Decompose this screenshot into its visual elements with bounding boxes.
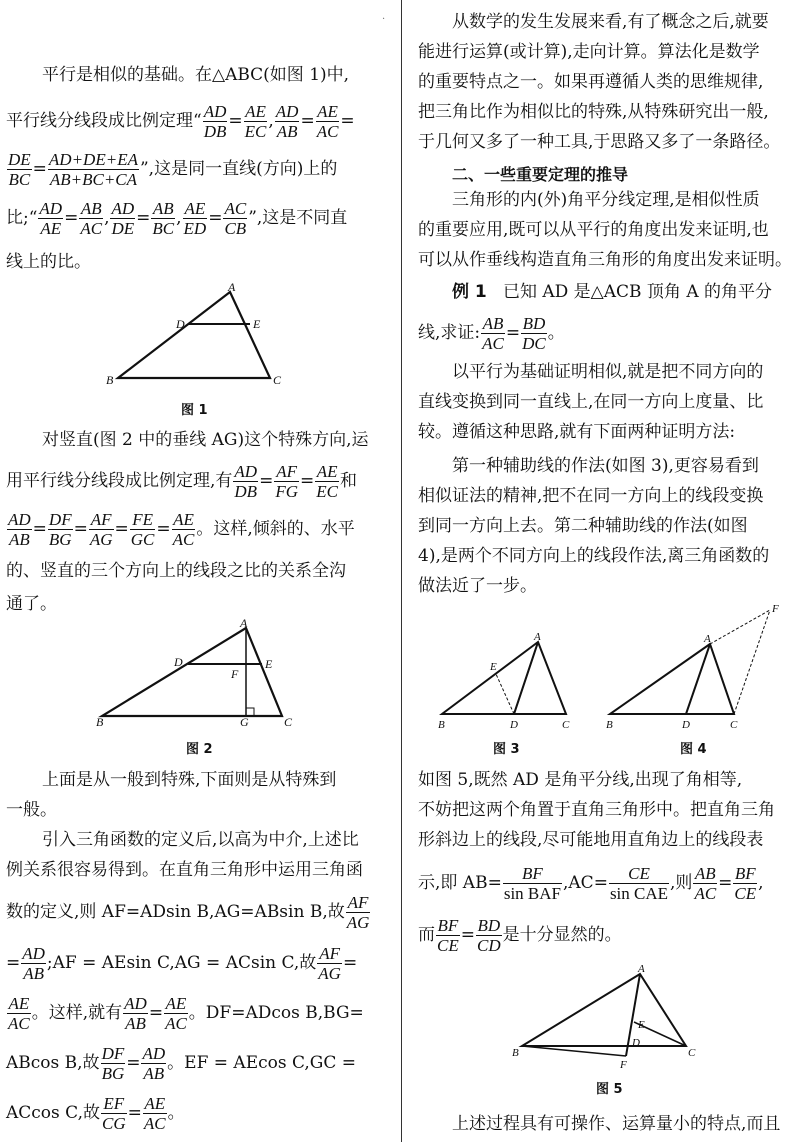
paragraph-r1 <box>452 8 769 37</box>
paragraph-1-line2: 平行线分线段成比例定理“ $\frac{AD}{DB}$ = $\frac{AE}{EC}$ , $\frac{AD}{AB}$ = $\frac{AE}{AC}$ = <box>6 102 355 141</box>
paragraph-r2-line3 <box>418 246 792 275</box>
triangle-abc <box>610 644 734 714</box>
fraction: $\frac{FE}{GC}$ <box>130 510 155 549</box>
fraction: $\frac{AD}{AB}$ <box>8 510 31 549</box>
figure-3-caption: 图 3 <box>493 742 520 757</box>
aux-line-af <box>710 610 770 644</box>
fraction: $\frac{BD}{DC}$ <box>522 314 546 353</box>
figure-5-caption: 图 5 <box>596 1082 623 1097</box>
paragraph-r4-line3 <box>418 512 748 541</box>
text-span: ”,这是同一直线(方向)上的 <box>139 159 338 179</box>
fraction: $\frac{AE}{AC}$ <box>8 994 30 1033</box>
text-span: 相似证法的精神,把不在同一方向上的线段变换 <box>418 486 764 506</box>
section-heading: 二、一些重要定理的推导 <box>452 165 629 184</box>
text-span: 于几何又多了一种工具,于思路又多了一条路径。 <box>418 132 781 152</box>
fraction: $\frac{AD}{DE}$ <box>111 199 135 238</box>
text-span: 已知 AD 是△ACB 顶角 A 的角平分 <box>502 282 773 302</box>
paragraph-r1-line4 <box>418 98 769 127</box>
paragraph-r6 <box>452 1110 780 1139</box>
label-A: A <box>704 633 711 645</box>
text-span: 。这样,倾斜的、水平 <box>196 519 355 539</box>
paragraph-1-line3: $\frac{DE}{BC}$ = $\frac{AD+DE+EA}{AB+BC+CA}$ ”,这是同一直线(方向)上的 <box>8 150 338 189</box>
label-D: D <box>176 317 185 331</box>
paragraph-r5-line2 <box>418 796 775 825</box>
text-span: 对竖直(图 2 中的垂线 AG)这个特殊方向,运 <box>42 430 369 450</box>
text-span: 形斜边上的线段,尽可能地用直角边上的线段表 <box>418 830 764 850</box>
label-E: E <box>490 661 497 673</box>
paragraph-r3-line2 <box>418 388 763 417</box>
label-C: C <box>730 719 738 731</box>
paragraph-r1-line2 <box>418 38 760 67</box>
example-1 <box>452 278 772 307</box>
fraction: $\frac{AB}{AC}$ <box>694 864 717 903</box>
fraction: $\frac{AE}{AC}$ <box>172 510 195 549</box>
bisector-ad <box>686 644 710 714</box>
paragraph-4-line4: = $\frac{AD}{AB}$ ;AF = AEsin C,AG = ACsin C,故 $\frac{AF}{AG}$ = <box>6 944 358 983</box>
label-F: F <box>620 1059 627 1070</box>
label-D: D <box>632 1037 640 1049</box>
text-span: 的重要特点之一。如果再遵循人类的思维规律, <box>418 72 764 92</box>
paragraph-r4-line2 <box>418 482 763 511</box>
figure-3 <box>432 628 582 732</box>
paragraph-2-line5 <box>6 590 57 619</box>
figure-1 <box>100 282 300 388</box>
text-span: 数的定义,则 AF=ADsin B,AG=ABsin B,故 <box>6 902 345 922</box>
paragraph-r5 <box>418 766 742 795</box>
perp-bf <box>522 1046 626 1056</box>
text-span: 上述过程具有可操作、运算量小的特点,而且 <box>452 1114 781 1134</box>
example-1-line2: 线,求证: $\frac{AB}{AC}$ = $\frac{BD}{DC}$ 。 <box>418 314 565 353</box>
text-span: 引入三角函数的定义后,以高为中介,上述比 <box>42 830 359 850</box>
fraction: $\frac{DF}{BG}$ <box>48 510 72 549</box>
fraction: $\frac{AF}{AG}$ <box>89 510 113 549</box>
paragraph-4-line6: ABcos B,故 $\frac{DF}{BG}$ = $\frac{AD}{AB}$ 。EF = AEcos C,GC = <box>6 1044 357 1083</box>
fraction: $\frac{AF}{FG}$ <box>275 462 298 501</box>
text-span: 以平行为基础证明相似,就是把不同方向的 <box>452 362 764 382</box>
text-span: 示,即 AB= <box>418 873 502 893</box>
paragraph-4-line3 <box>6 893 371 932</box>
fraction: $\frac{AE}{EC}$ <box>316 462 338 501</box>
text-span: 比;“ <box>6 208 38 228</box>
figure-4-caption: 图 4 <box>680 742 707 757</box>
fraction: $\frac{AF}{AG}$ <box>346 893 370 932</box>
text-span: 而 <box>418 925 435 945</box>
label-A: A <box>228 282 236 294</box>
text-span: 线,求证: <box>418 323 481 343</box>
text-span: 的重要应用,既可以从平行的角度出发来证明,也 <box>418 220 769 240</box>
text-span: 4),是两个不同方向上的线段作法,离三角函数的 <box>418 546 770 566</box>
fraction: $\frac{AF}{AG}$ <box>318 944 341 983</box>
text-span: 把三角比作为相似比的特殊,从特殊研究出一般, <box>418 102 769 122</box>
text-span: 可以从作垂线构造直角三角形的角度出发来证明。 <box>418 250 792 270</box>
paragraph-r3 <box>452 358 763 387</box>
paragraph-4-line7: ACcos C,故 $\frac{EF}{CG}$ = $\frac{AE}{AC}$ 。 <box>6 1094 185 1133</box>
text-span: ”,这是不同直 <box>248 208 348 228</box>
label-A: A <box>534 631 541 643</box>
fraction: $\frac{AB}{AC}$ <box>80 199 103 238</box>
label-D: D <box>510 719 518 731</box>
fraction: $\frac{AD+DE+EA}{AB+BC+CA}$ <box>48 150 138 189</box>
label-E: E <box>265 657 273 671</box>
text-span: 线上的比。 <box>6 252 91 272</box>
header-mark: · <box>382 14 386 25</box>
text-span: ,AC= <box>563 873 608 893</box>
triangle-abc <box>102 628 282 716</box>
text-span: 用平行线分线段成比例定理,有 <box>6 471 233 491</box>
paragraph-2-line4 <box>6 557 346 586</box>
fraction: $\frac{AD}{DB}$ <box>234 462 258 501</box>
label-C: C <box>273 373 282 387</box>
label-B: B <box>606 719 613 731</box>
text-span: 做法近了一步。 <box>418 576 537 596</box>
text-span: 上面是从一般到特殊,下面则是从特殊到 <box>42 770 337 790</box>
label-F: F <box>231 667 239 681</box>
text-span: 三角形的内(外)角平分线定理,是相似性质 <box>452 190 760 210</box>
example-label: 例 1 <box>452 282 487 302</box>
text-span: 通了。 <box>6 594 57 614</box>
paragraph-r4 <box>452 452 759 481</box>
fraction: $\frac{AD}{DB}$ <box>203 102 227 141</box>
paragraph-r3-line3 <box>418 418 735 447</box>
fraction: $\frac{DE}{BC}$ <box>8 150 31 189</box>
figure-1-caption: 图 1 <box>181 403 208 418</box>
fraction: $\frac{BF}{CE}$ <box>437 916 459 955</box>
label-C: C <box>688 1047 696 1059</box>
paragraph-4 <box>42 826 359 855</box>
figure-5 <box>508 960 718 1070</box>
fraction: $\frac{AB}{BC}$ <box>152 199 175 238</box>
text-span: 的、竖直的三个方向上的线段之比的关系全沟 <box>6 561 346 581</box>
paragraph-r4-line5 <box>418 572 537 601</box>
paragraph-r2 <box>452 186 760 215</box>
text-span: 较。遵循这种思路,就有下面两种证明方法: <box>418 422 736 442</box>
fraction: $\frac{AB}{AC}$ <box>482 314 504 353</box>
text-span: 。 <box>547 323 565 343</box>
label-G: G <box>240 715 249 728</box>
fraction: $\frac{AC}{CB}$ <box>224 199 247 238</box>
text-span: ACcos C,故 <box>6 1103 100 1123</box>
paragraph-2-line2: 用平行线分线段成比例定理,有 $\frac{AD}{DB}$ = $\frac{AF}{FG}$ = $\frac{AE}{EC}$ 和 <box>6 462 357 501</box>
text-span: 如图 5,既然 AD 是角平分线,出现了角相等, <box>418 770 743 790</box>
text-span: ,则 <box>670 873 693 893</box>
fraction: $\frac{CE}{\text{sin CAE}}$ <box>609 864 669 903</box>
paragraph-3 <box>42 766 336 795</box>
text-span: 。EF = AEcos C,GC = <box>167 1053 357 1073</box>
label-D: D <box>174 655 183 669</box>
fraction: $\frac{AE}{EC}$ <box>244 102 267 141</box>
paragraph-r5-line5: 而 $\frac{BF}{CE}$ = $\frac{BD}{CD}$ 是十分显然的。 <box>418 916 622 955</box>
text-span: 例关系很容易得到。在直角三角形中运用三角函 <box>6 860 363 880</box>
triangle-abc <box>442 642 566 714</box>
label-E: E <box>638 1019 645 1031</box>
text-span: 。 <box>167 1103 185 1123</box>
text-span: 到同一方向上去。第二种辅助线的作法(如图 <box>418 516 748 536</box>
text-span: 直线变换到同一直线上,在同一方向上度量、比 <box>418 392 764 412</box>
fraction: $\frac{AD}{AE}$ <box>39 199 63 238</box>
fraction: $\frac{AE}{AC}$ <box>165 994 187 1033</box>
label-B: B <box>438 719 445 731</box>
fraction: $\frac{AD}{AB}$ <box>124 994 147 1033</box>
label-B: B <box>106 373 114 387</box>
text-span: 能进行运算(或计算),走向计算。算法化是数学 <box>418 42 760 62</box>
aux-line-cf <box>734 610 770 714</box>
paragraph-r1-line5 <box>418 128 780 157</box>
text-span: ABcos B,故 <box>6 1053 100 1073</box>
paragraph-3-line2 <box>6 796 57 825</box>
paragraph-2 <box>42 426 369 455</box>
fraction: $\frac{DF}{BG}$ <box>101 1044 125 1083</box>
fraction: $\frac{AD}{AB}$ <box>275 102 299 141</box>
text-span: 。这样,就有 <box>31 1003 123 1023</box>
label-A: A <box>638 963 645 975</box>
text-span: 。DF=ADcos B,BG= <box>188 1003 364 1023</box>
text-span: 和 <box>339 471 357 491</box>
label-C: C <box>562 719 570 731</box>
paragraph-r4-line4 <box>418 542 769 571</box>
paragraph-1 <box>42 61 349 90</box>
label-B: B <box>96 715 104 728</box>
fraction: $\frac{AE}{ED}$ <box>183 199 207 238</box>
text-span: 第一种辅助线的作法(如图 3),更容易看到 <box>452 456 759 476</box>
aux-line-de <box>496 674 514 714</box>
column-divider <box>401 0 402 1142</box>
triangle-abc <box>118 292 270 378</box>
fraction: $\frac{AD}{AB}$ <box>142 1044 166 1083</box>
paragraph-4-line5: $\frac{AE}{AC}$ 。这样,就有 $\frac{AD}{AB}$ = $\frac{AE}{AC}$ 。DF=ADcos B,BG= <box>8 994 364 1033</box>
label-E: E <box>253 317 261 331</box>
paragraph-2-line3: $\frac{AD}{AB}$ = $\frac{DF}{BG}$ = $\frac{AF}{AG}$ = $\frac{FE}{GC}$ = $\frac{AE}{AC}$ 。这样,倾斜的、水平 <box>8 510 355 549</box>
label-D: D <box>682 719 690 731</box>
text-line: 平行是相似的基础。在△ABC(如图 1)中, <box>42 65 350 85</box>
figure-2-caption: 图 2 <box>186 742 213 757</box>
text-span: 从数学的发生发展来看,有了概念之后,就要 <box>452 12 769 32</box>
paragraph-1-line4: 比;“ $\frac{AD}{AE}$ = $\frac{AB}{AC}$ , $\frac{AD}{DE}$ = $\frac{AB}{BC}$ , $\frac{AE}{ED}$ = $\frac{AC}{CB}$ ”,这是不同直 <box>6 199 348 238</box>
paragraph-1-line5 <box>6 248 91 277</box>
text-span: 平行线分线段成比例定理“ <box>6 111 202 131</box>
figure-4 <box>598 600 788 734</box>
fraction: $\frac{BD}{CD}$ <box>476 916 501 955</box>
paragraph-r1-line3 <box>418 68 763 97</box>
paragraph-4-line2 <box>6 856 363 885</box>
fraction: $\frac{AD}{AB}$ <box>22 944 45 983</box>
fraction: $\frac{EF}{CG}$ <box>101 1094 126 1133</box>
label-A: A <box>240 616 248 630</box>
text-span: ;AF = AEsin C,AG = ACsin C,故 <box>46 953 317 973</box>
paragraph-r2-line2 <box>418 216 769 245</box>
paragraph-r5-line4: 示,即 AB= $\frac{BF}{\text{sin BAF}}$ ,AC= $\frac{CE}{\text{sin CAE}}$ ,则 $\frac{AB}{AC}$ = $\frac{BF}{CE}$ , <box>418 864 764 903</box>
label-C: C <box>284 715 293 728</box>
fraction: $\frac{BF}{CE}$ <box>734 864 757 903</box>
paragraph-r5-line3 <box>418 826 763 855</box>
fraction: $\frac{AE}{AC}$ <box>143 1094 166 1133</box>
label-F: F <box>772 603 779 615</box>
figure-2 <box>90 616 300 728</box>
label-B: B <box>512 1047 519 1059</box>
fraction: $\frac{BF}{\text{sin BAF}}$ <box>503 864 561 903</box>
bisector-ad <box>514 642 538 714</box>
text-span: 不妨把这两个角置于直角三角形中。把直角三角 <box>418 800 775 820</box>
fraction: $\frac{AE}{AC}$ <box>316 102 339 141</box>
text-span: 一般。 <box>6 800 57 820</box>
text-span: 是十分显然的。 <box>502 925 622 945</box>
